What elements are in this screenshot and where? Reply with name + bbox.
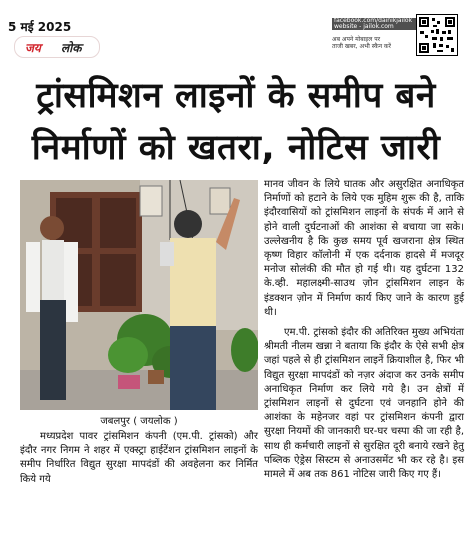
photo-caption: जबलपुर ( जयलोक ) — [100, 416, 178, 427]
headline-line1: ट्रांसमिशन लाइनों के समीप बने — [36, 76, 436, 116]
tagline-line1: अब अपने मोबाइल पर — [332, 36, 381, 43]
qr-code-icon[interactable] — [416, 14, 458, 56]
article-photo — [20, 180, 258, 410]
social-links — [332, 18, 416, 30]
website-link[interactable]: website - jailok.com — [334, 23, 394, 30]
publication-date: 5 मई 2025 — [8, 20, 72, 34]
qr-tagline — [332, 36, 410, 50]
headline-line2: निर्माणों को खतरा, नोटिस जारी — [31, 128, 441, 168]
article-headline — [0, 70, 472, 174]
article-right-column — [264, 178, 464, 488]
logo-text-jay: जय — [25, 41, 41, 55]
newspaper-logo — [14, 36, 100, 58]
facebook-link[interactable]: facebook.com/dainikjailok — [334, 17, 413, 24]
article-paragraph: मानव जीवन के लिये घातक और असुरक्षित अनाधिकृत निर्माणों को हटाने के लिये एक मुहिम शुरू की है, ताकि इंदौरवासियों को ट्रांसमिशन लाइनों के संपर्क में आने से होने वाली दुर्घटनाओं की आशंका से बचाया जा सके। उल्लेखनीय है कि कुछ समय पूर्व खजराना क्षेत्र स्थित कृष्ण विहार कॉलोनी में एक दर्दनाक हादसे में मजदूर मनोज सोलंकी की मौत हो गई थी। यह दुर्घटना 132 के.व्ही. महालक्ष्मी-साउथ ज़ोन ट्रांसमिशन लाइन के इंडक्शन ज़ोन में निर्माण कार्य किए जाने के कारण हुई थी। — [264, 179, 464, 318]
article-left-column — [20, 430, 258, 487]
logo-text-lok: लोक — [61, 41, 82, 55]
tagline-line2: ताजी खबर, अभी स्कैन करें — [332, 43, 391, 50]
masthead — [0, 0, 472, 66]
article-paragraph: मध्यप्रदेश पावर ट्रांसमिशन कंपनी (एम.पी. ट्रांसको) और इंदौर नगर निगम ने शहर में एक्स्ट्रा हाईटेंशन ट्रांसमिशन लाइनों के समीप निर्धारित विद्युत सुरक्षा मापदंडों की अवहेलना कर निर्मित किये गये — [20, 431, 258, 485]
article-paragraph: एम.पी. ट्रांसको इंदौर की अतिरिक्त मुख्य अभियंता श्रीमती नीलम खन्ना ने बताया कि इंदौर के ऐसे सभी क्षेत्र जहां पहले से ही ट्रांसमिशन लाइनें क्रियाशील है, फिर भी विद्युत सुरक्षा मापदंडों को नज़र अंदाज कर उनके समीप अनाधिकृत निर्माण कर लिये गये है। उन क्षेत्रों में ट्रांसमिशन लाइनों से दुर्घटना एवं जनहानि होने की आशंका के महेनजर वहां पर ट्रांसमिशन कंपनी द्वारा सुरक्षा नियमों की जानकारी घर-घर चस्पा की जा रही है, साथ ही कर्मचारी लाइनों से सुरक्षित दूरी बनाये रखने हेतु पब्लिक ऐड्रेस सिस्टम से अनाउसमेंट भी कर रहे है। इस मामले में अब तक 861 नोटिस जारी किए गए हैं। — [264, 327, 464, 481]
